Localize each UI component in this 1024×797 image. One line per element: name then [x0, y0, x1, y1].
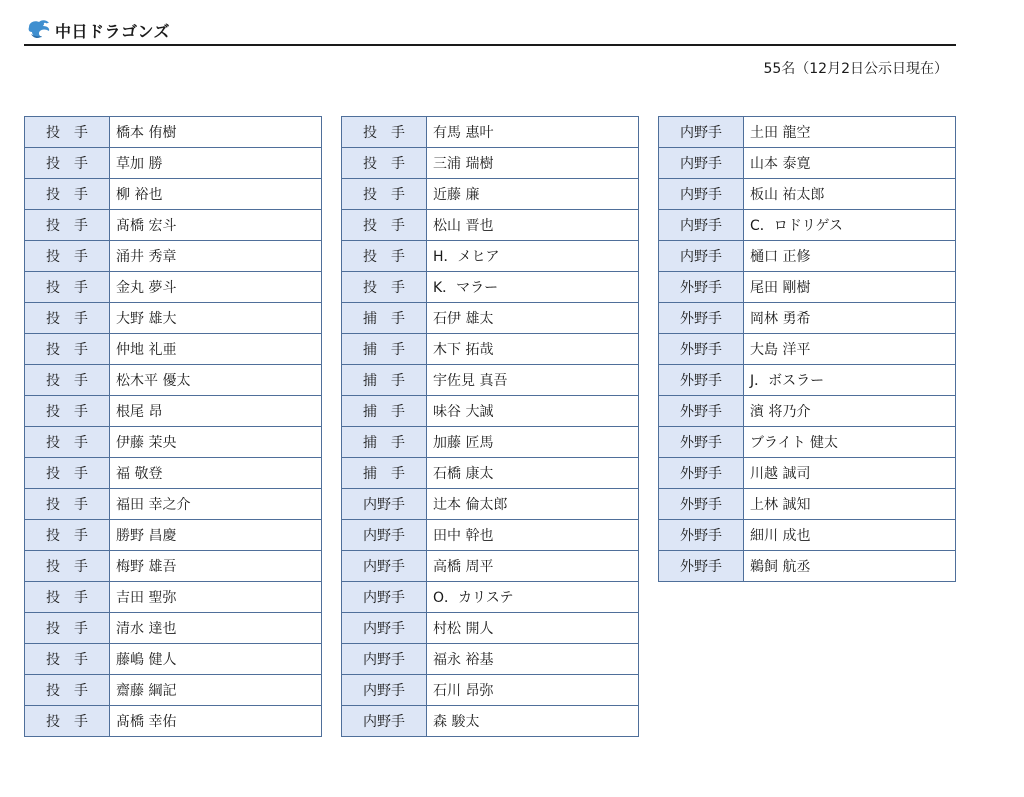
roster-row [25, 644, 322, 675]
player-name: 藤嶋 健人 [110, 644, 322, 675]
roster-row [25, 241, 322, 272]
player-position: 投 手 [25, 272, 110, 303]
roster-row [342, 520, 639, 551]
player-name: 涌井 秀章 [110, 241, 322, 272]
player-name: C．ロドリゲス [744, 210, 956, 241]
player-position: 捕 手 [342, 427, 427, 458]
player-name: 山本 泰寛 [744, 148, 956, 179]
player-name: H．メヒア [427, 241, 639, 272]
roster-row [25, 489, 322, 520]
roster-row [25, 179, 322, 210]
player-position: 投 手 [342, 148, 427, 179]
roster-row [342, 117, 639, 148]
roster-row [25, 551, 322, 582]
player-position: 投 手 [25, 520, 110, 551]
player-name: 味谷 大誠 [427, 396, 639, 427]
player-name: 田中 幹也 [427, 520, 639, 551]
roster-row [342, 365, 639, 396]
player-position: 投 手 [25, 117, 110, 148]
player-position: 投 手 [25, 148, 110, 179]
player-position: 内野手 [342, 551, 427, 582]
player-position: 捕 手 [342, 396, 427, 427]
roster-row [659, 210, 956, 241]
roster-row [659, 241, 956, 272]
player-name: 根尾 昂 [110, 396, 322, 427]
roster-row [342, 179, 639, 210]
roster-row [25, 117, 322, 148]
player-name: 川越 誠司 [744, 458, 956, 489]
roster-row [25, 520, 322, 551]
roster-row [25, 706, 322, 737]
roster-row [659, 458, 956, 489]
team-name: 中日ドラゴンズ [55, 22, 171, 41]
player-name: 仲地 礼亜 [110, 334, 322, 365]
player-name: 大島 洋平 [744, 334, 956, 365]
player-name: 樋口 正修 [744, 241, 956, 272]
player-name: 木下 拓哉 [427, 334, 639, 365]
player-name: 有馬 惠叶 [427, 117, 639, 148]
roster-row [342, 303, 639, 334]
roster-row [342, 396, 639, 427]
player-position: 捕 手 [342, 334, 427, 365]
roster-row [25, 675, 322, 706]
roster-row [659, 117, 956, 148]
player-name: 細川 成也 [744, 520, 956, 551]
player-position: 投 手 [342, 117, 427, 148]
roster-row [25, 613, 322, 644]
player-position: 投 手 [25, 489, 110, 520]
roster-row [25, 303, 322, 334]
player-position: 内野手 [659, 210, 744, 241]
roster-row [659, 520, 956, 551]
player-name: 土田 龍空 [744, 117, 956, 148]
player-position: 投 手 [25, 706, 110, 737]
roster-row [25, 210, 322, 241]
player-position: 捕 手 [342, 303, 427, 334]
roster-column-3 [658, 116, 956, 582]
roster-row [342, 644, 639, 675]
player-position: 内野手 [342, 706, 427, 737]
roster-row [342, 427, 639, 458]
player-name: 上林 誠知 [744, 489, 956, 520]
roster-row [659, 179, 956, 210]
roster-row [659, 334, 956, 365]
player-name: 福田 幸之介 [110, 489, 322, 520]
roster-row [659, 489, 956, 520]
player-position: 外野手 [659, 272, 744, 303]
roster-row [25, 334, 322, 365]
player-position: 投 手 [342, 241, 427, 272]
roster-row [342, 706, 639, 737]
player-name: 石伊 雄太 [427, 303, 639, 334]
player-name: 金丸 夢斗 [110, 272, 322, 303]
player-position: 投 手 [25, 210, 110, 241]
roster-row [342, 148, 639, 179]
player-position: 外野手 [659, 427, 744, 458]
roster-row [342, 458, 639, 489]
player-position: 捕 手 [342, 365, 427, 396]
player-position: 外野手 [659, 551, 744, 582]
roster-row [342, 613, 639, 644]
dragon-logo-icon [26, 18, 52, 40]
player-name: 髙橋 宏斗 [110, 210, 322, 241]
roster-count: 55名（12月2日公示日現在） [763, 61, 948, 77]
player-name: 濱 将乃介 [744, 396, 956, 427]
player-name: ブライト 健太 [744, 427, 956, 458]
roster-row [659, 148, 956, 179]
roster-row [342, 241, 639, 272]
player-position: 内野手 [342, 613, 427, 644]
player-name: 岡林 勇希 [744, 303, 956, 334]
player-name: 宇佐見 真吾 [427, 365, 639, 396]
player-position: 投 手 [25, 613, 110, 644]
roster-row [25, 148, 322, 179]
player-name: 梅野 雄吾 [110, 551, 322, 582]
page-header [24, 16, 956, 46]
roster-row [659, 427, 956, 458]
player-position: 内野手 [342, 675, 427, 706]
player-position: 外野手 [659, 365, 744, 396]
roster-row [342, 210, 639, 241]
player-name: 大野 雄大 [110, 303, 322, 334]
player-position: 投 手 [25, 644, 110, 675]
player-name: 松木平 優太 [110, 365, 322, 396]
roster-row [342, 334, 639, 365]
player-position: 外野手 [659, 489, 744, 520]
player-position: 外野手 [659, 458, 744, 489]
roster-row [25, 427, 322, 458]
player-position: 内野手 [342, 520, 427, 551]
player-position: 内野手 [342, 489, 427, 520]
roster-column-1 [24, 116, 322, 737]
roster-row [659, 396, 956, 427]
player-name: 福永 裕基 [427, 644, 639, 675]
player-name: 辻本 倫太郎 [427, 489, 639, 520]
player-name: 橋本 侑樹 [110, 117, 322, 148]
player-name: 齋藤 綱記 [110, 675, 322, 706]
player-position: 投 手 [25, 427, 110, 458]
player-position: 投 手 [25, 396, 110, 427]
player-name: 石橋 康太 [427, 458, 639, 489]
player-name: 村松 開人 [427, 613, 639, 644]
player-name: 勝野 昌慶 [110, 520, 322, 551]
player-name: 板山 祐太郎 [744, 179, 956, 210]
roster-row [342, 582, 639, 613]
player-name: 三浦 瑞樹 [427, 148, 639, 179]
player-position: 投 手 [25, 334, 110, 365]
player-name: O．カリステ [427, 582, 639, 613]
player-name: 清水 達也 [110, 613, 322, 644]
player-name: 近藤 廉 [427, 179, 639, 210]
player-position: 外野手 [659, 334, 744, 365]
player-name: K．マラー [427, 272, 639, 303]
player-name: 森 駿太 [427, 706, 639, 737]
roster-row [342, 675, 639, 706]
player-position: 内野手 [659, 117, 744, 148]
roster-row [25, 272, 322, 303]
player-position: 外野手 [659, 520, 744, 551]
roster-column-2 [341, 116, 639, 737]
roster-row [659, 551, 956, 582]
player-name: 石川 昂弥 [427, 675, 639, 706]
player-name: 高橋 周平 [427, 551, 639, 582]
roster-row [342, 489, 639, 520]
player-position: 投 手 [25, 582, 110, 613]
player-position: 内野手 [659, 148, 744, 179]
roster-row [25, 396, 322, 427]
player-position: 投 手 [25, 179, 110, 210]
player-name: 柳 裕也 [110, 179, 322, 210]
roster-row [342, 272, 639, 303]
roster-row [342, 551, 639, 582]
player-name: 鵜飼 航丞 [744, 551, 956, 582]
player-name: 福 敬登 [110, 458, 322, 489]
roster-row [659, 365, 956, 396]
player-name: 伊藤 茉央 [110, 427, 322, 458]
player-position: 内野手 [342, 582, 427, 613]
player-name: 髙橋 幸佑 [110, 706, 322, 737]
player-name: 草加 勝 [110, 148, 322, 179]
player-position: 捕 手 [342, 458, 427, 489]
player-position: 内野手 [342, 644, 427, 675]
player-position: 外野手 [659, 303, 744, 334]
player-position: 内野手 [659, 179, 744, 210]
player-position: 外野手 [659, 396, 744, 427]
roster-row [659, 272, 956, 303]
roster-row [25, 582, 322, 613]
player-position: 投 手 [25, 458, 110, 489]
player-position: 投 手 [25, 241, 110, 272]
roster-row [25, 458, 322, 489]
player-name: 吉田 聖弥 [110, 582, 322, 613]
roster-row [659, 303, 956, 334]
player-position: 投 手 [25, 365, 110, 396]
player-position: 投 手 [342, 179, 427, 210]
player-name: 松山 晋也 [427, 210, 639, 241]
player-position: 投 手 [342, 272, 427, 303]
roster-row [25, 365, 322, 396]
player-position: 投 手 [25, 675, 110, 706]
player-position: 内野手 [659, 241, 744, 272]
player-name: J．ボスラー [744, 365, 956, 396]
player-position: 投 手 [25, 303, 110, 334]
player-name: 加藤 匠馬 [427, 427, 639, 458]
player-position: 投 手 [342, 210, 427, 241]
player-name: 尾田 剛樹 [744, 272, 956, 303]
player-position: 投 手 [25, 551, 110, 582]
